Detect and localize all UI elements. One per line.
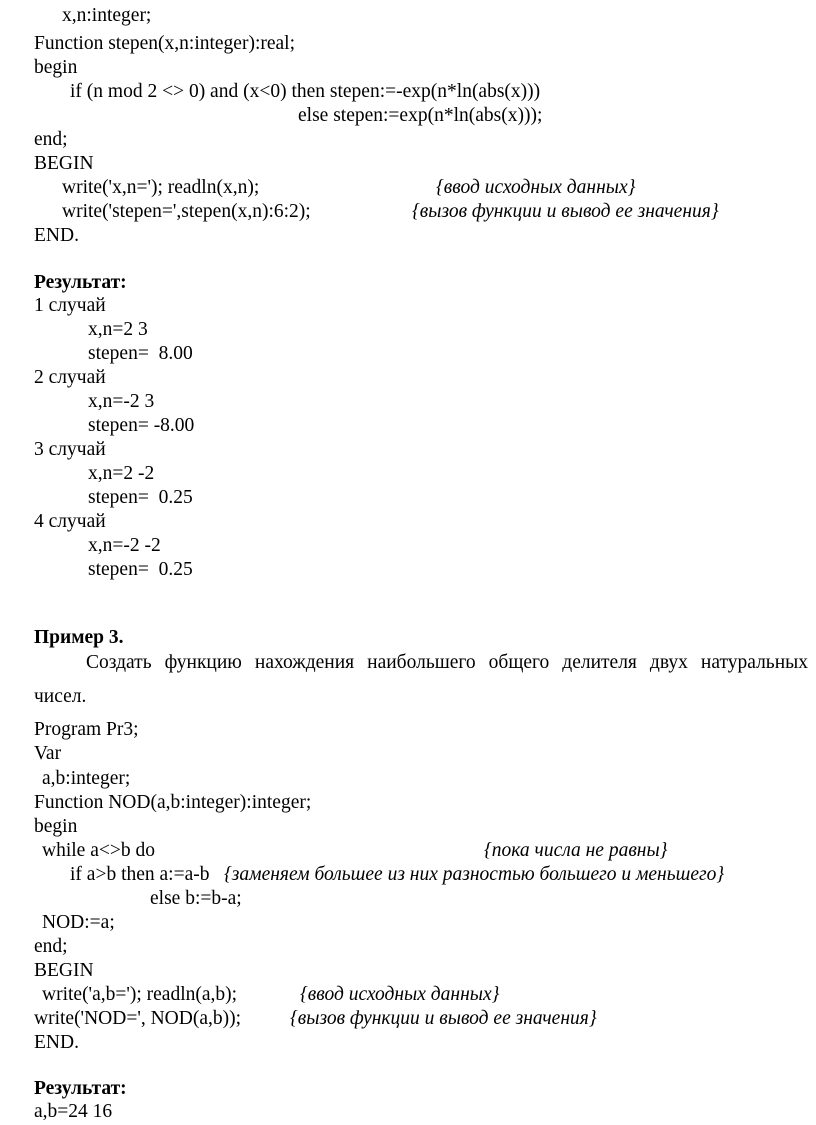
code-line: write('a,b='); readln(a,b); — [42, 984, 238, 1005]
code-line: end; — [34, 936, 68, 957]
code-line: END. — [34, 1032, 79, 1053]
code-comment: {вызов функции и вывод ее значения} — [412, 201, 719, 222]
code-line: end; — [34, 129, 68, 150]
result-line: a,b=24 16 — [34, 1101, 113, 1122]
code-comment: {вызов функции и вывод ее значения} — [290, 1008, 597, 1029]
code-line: NOD:=a; — [42, 912, 115, 933]
case-output: stepen= 0.25 — [88, 559, 193, 580]
code-line: if (n mod 2 <> 0) and (x<0) then stepen:=-exp(n*ln(abs(x))) — [70, 81, 541, 102]
case-output: stepen= -8.00 — [88, 415, 195, 436]
case-input: x,n=-2 3 — [88, 391, 155, 412]
code-line: Function stepen(x,n:integer):real; — [34, 33, 296, 54]
code-line: while a<>b do — [42, 840, 155, 861]
code-line: Var — [34, 743, 62, 764]
code-line: else stepen:=exp(n*ln(abs(x))); — [298, 105, 543, 126]
code-line: else b:=b-a; — [150, 888, 242, 909]
code-line: a,b:integer; — [42, 768, 131, 789]
code-line: begin — [34, 816, 78, 837]
code-line: END. — [34, 225, 79, 246]
result-heading: Результат: — [34, 272, 127, 293]
code-line: write('x,n='); readln(x,n); — [62, 177, 260, 198]
code-line: Function NOD(a,b:integer):integer; — [34, 792, 312, 813]
case-label: 1 случай — [34, 295, 106, 316]
code-line: write('NOD=', NOD(a,b)); — [34, 1008, 242, 1029]
case-input: x,n=-2 -2 — [88, 535, 161, 556]
case-output: stepen= 0.25 — [88, 487, 193, 508]
code-line: begin — [34, 57, 78, 78]
code-line: x,n:integer; — [62, 5, 152, 26]
code-line: BEGIN — [34, 153, 94, 174]
case-input: x,n=2 -2 — [88, 463, 155, 484]
code-comment: {ввод исходных данных} — [436, 177, 636, 198]
case-output: stepen= 8.00 — [88, 343, 193, 364]
code-comment: {ввод исходных данных} — [300, 984, 500, 1005]
code-line: Program Pr3; — [34, 719, 139, 740]
task-paragraph: Создать функцию нахождения наибольшего общего делителя двух натуральных чисел. — [34, 652, 808, 707]
case-label: 4 случай — [34, 511, 106, 532]
code-comment: {пока числа не равны} — [484, 840, 668, 861]
code-line: if a>b then a:=a-b — [70, 864, 210, 885]
result-heading: Результат: — [34, 1078, 127, 1099]
example-heading: Пример 3. — [34, 627, 124, 648]
case-label: 2 случай — [34, 367, 106, 388]
case-label: 3 случай — [34, 439, 106, 460]
code-line: write('stepen=',stepen(x,n):6:2); — [62, 201, 311, 222]
code-line: BEGIN — [34, 960, 94, 981]
case-input: x,n=2 3 — [88, 319, 148, 340]
code-comment: {заменяем большее из них разностью большего и меньшего} — [224, 864, 725, 885]
